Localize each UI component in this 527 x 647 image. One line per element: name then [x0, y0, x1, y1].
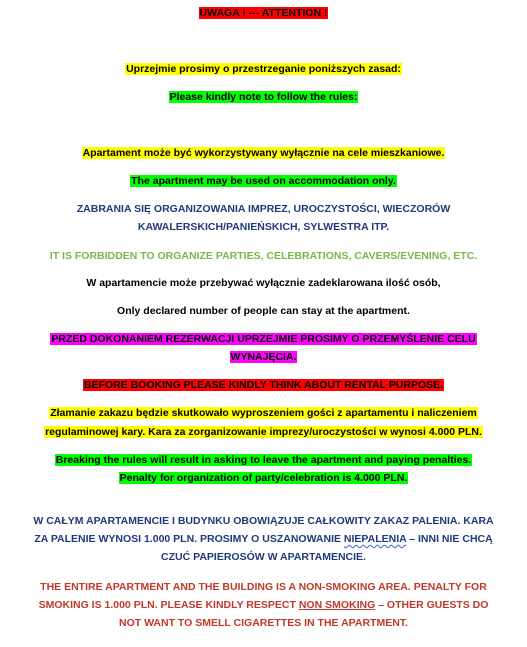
smoking-pl-line-2: [0, 532, 527, 547]
intro-pl-text: Uprzejmie prosimy o przestrzeganie poniższych zasad:: [126, 63, 401, 75]
purpose-pl-text-1: PRZED DOKONANIEM REZERWACJI UPRZEJMIE PROSIMY O PRZEMYŚLENIE CELU: [51, 333, 476, 345]
purpose-en-line: [0, 378, 527, 393]
penalty-pl-line-2: [0, 425, 527, 440]
residential-en-text: The apartment may be used on accommodation only.: [131, 175, 396, 187]
penalty-en-text-2: Penalty for organization of party/celebration is 4.000 PLN.: [119, 472, 408, 484]
smoking-en-line-3: NOT WANT TO SMELL CIGARETTES IN THE APARTMENT.: [119, 617, 408, 629]
intro-en-line: [0, 90, 527, 105]
attention-text: UWAGA ! --- ATTENTION !: [199, 7, 328, 19]
smoking-pl-line-3: CZUĆ PAPIEROSÓW W APARTAMENCIE.: [161, 551, 366, 563]
smoking-pl-text-2c: – INNI NIE CHCĄ: [406, 533, 493, 545]
smoking-en-line-1: THE ENTIRE APARTMENT AND THE BUILDING IS A NON-SMOKING AREA. PENALTY FOR: [40, 581, 487, 593]
penalty-pl-line-1: [0, 406, 527, 421]
occupancy-pl-line: W apartamencie może przebywać wyłącznie zadeklarowana ilość osób,: [86, 277, 441, 289]
parties-pl-line-2: KAWALERSKICH/PANIEŃSKICH, SYLWESTRA ITP.: [137, 221, 390, 233]
smoking-pl-text-2a: ZA PALENIE WYNOSI 1.000 PLN. PROSIMY O USZANOWANIE: [34, 533, 344, 545]
penalty-en-line-2: [0, 471, 527, 486]
smoking-en-line-2: [0, 598, 527, 613]
smoking-pl-line-1: W CAŁYM APARTAMENCIE I BUDYNKU OBOWIĄZUJE CAŁKOWITY ZAKAZ PALENIA. KARA: [33, 515, 494, 527]
parties-pl-line-1: ZABRANIA SIĘ ORGANIZOWANIA IMPREZ, UROCZYSTOŚCI, WIECZORÓW: [76, 203, 451, 215]
purpose-pl-line-1: [0, 332, 527, 347]
attention-heading: [0, 6, 527, 21]
purpose-pl-line-2: [0, 350, 527, 365]
purpose-pl-text-2: WYNAJĘCIA.: [230, 351, 297, 363]
purpose-en-text: BEFORE BOOKING PLEASE KINDLY THINK ABOUT RENTAL PURPOSE.: [83, 379, 444, 391]
smoking-en-text-2b: NON SMOKING: [298, 599, 376, 611]
residential-pl-text: Apartament może być wykorzystywany wyłącznie na cele mieszkaniowe.: [82, 147, 445, 159]
residential-en-line: [0, 174, 527, 189]
parties-en-line: IT IS FORBIDDEN TO ORGANIZE PARTIES, CELEBRATIONS, CAVERS/EVENING, ETC.: [49, 250, 478, 262]
smoking-pl-text-2b: NIEPALENIA: [343, 533, 407, 545]
intro-en-text: Please kindly note to follow the rules:: [169, 91, 358, 103]
penalty-en-text-1: Breaking the rules will result in asking to leave the apartment and paying penalties.: [55, 454, 472, 466]
smoking-en-text-2c: – OTHER GUESTS DO: [375, 599, 489, 611]
smoking-en-text-2a: SMOKING IS 1.000 PLN. PLEASE KINDLY RESPECT: [38, 599, 299, 611]
intro-pl-line: [0, 62, 527, 77]
penalty-pl-text-2: regulaminowej kary. Kara za zorganizowanie imprezy/uroczystości w wynosi 4.000 PLN.: [45, 426, 482, 438]
occupancy-en-line: Only declared number of people can stay at the apartment.: [117, 305, 410, 317]
residential-pl-line: [0, 146, 527, 161]
penalty-pl-text-1: Złamanie zakazu będzie skutkowało wyproszeniem gości z apartamentu i naliczeniem: [50, 407, 477, 419]
penalty-en-line-1: [0, 453, 527, 468]
